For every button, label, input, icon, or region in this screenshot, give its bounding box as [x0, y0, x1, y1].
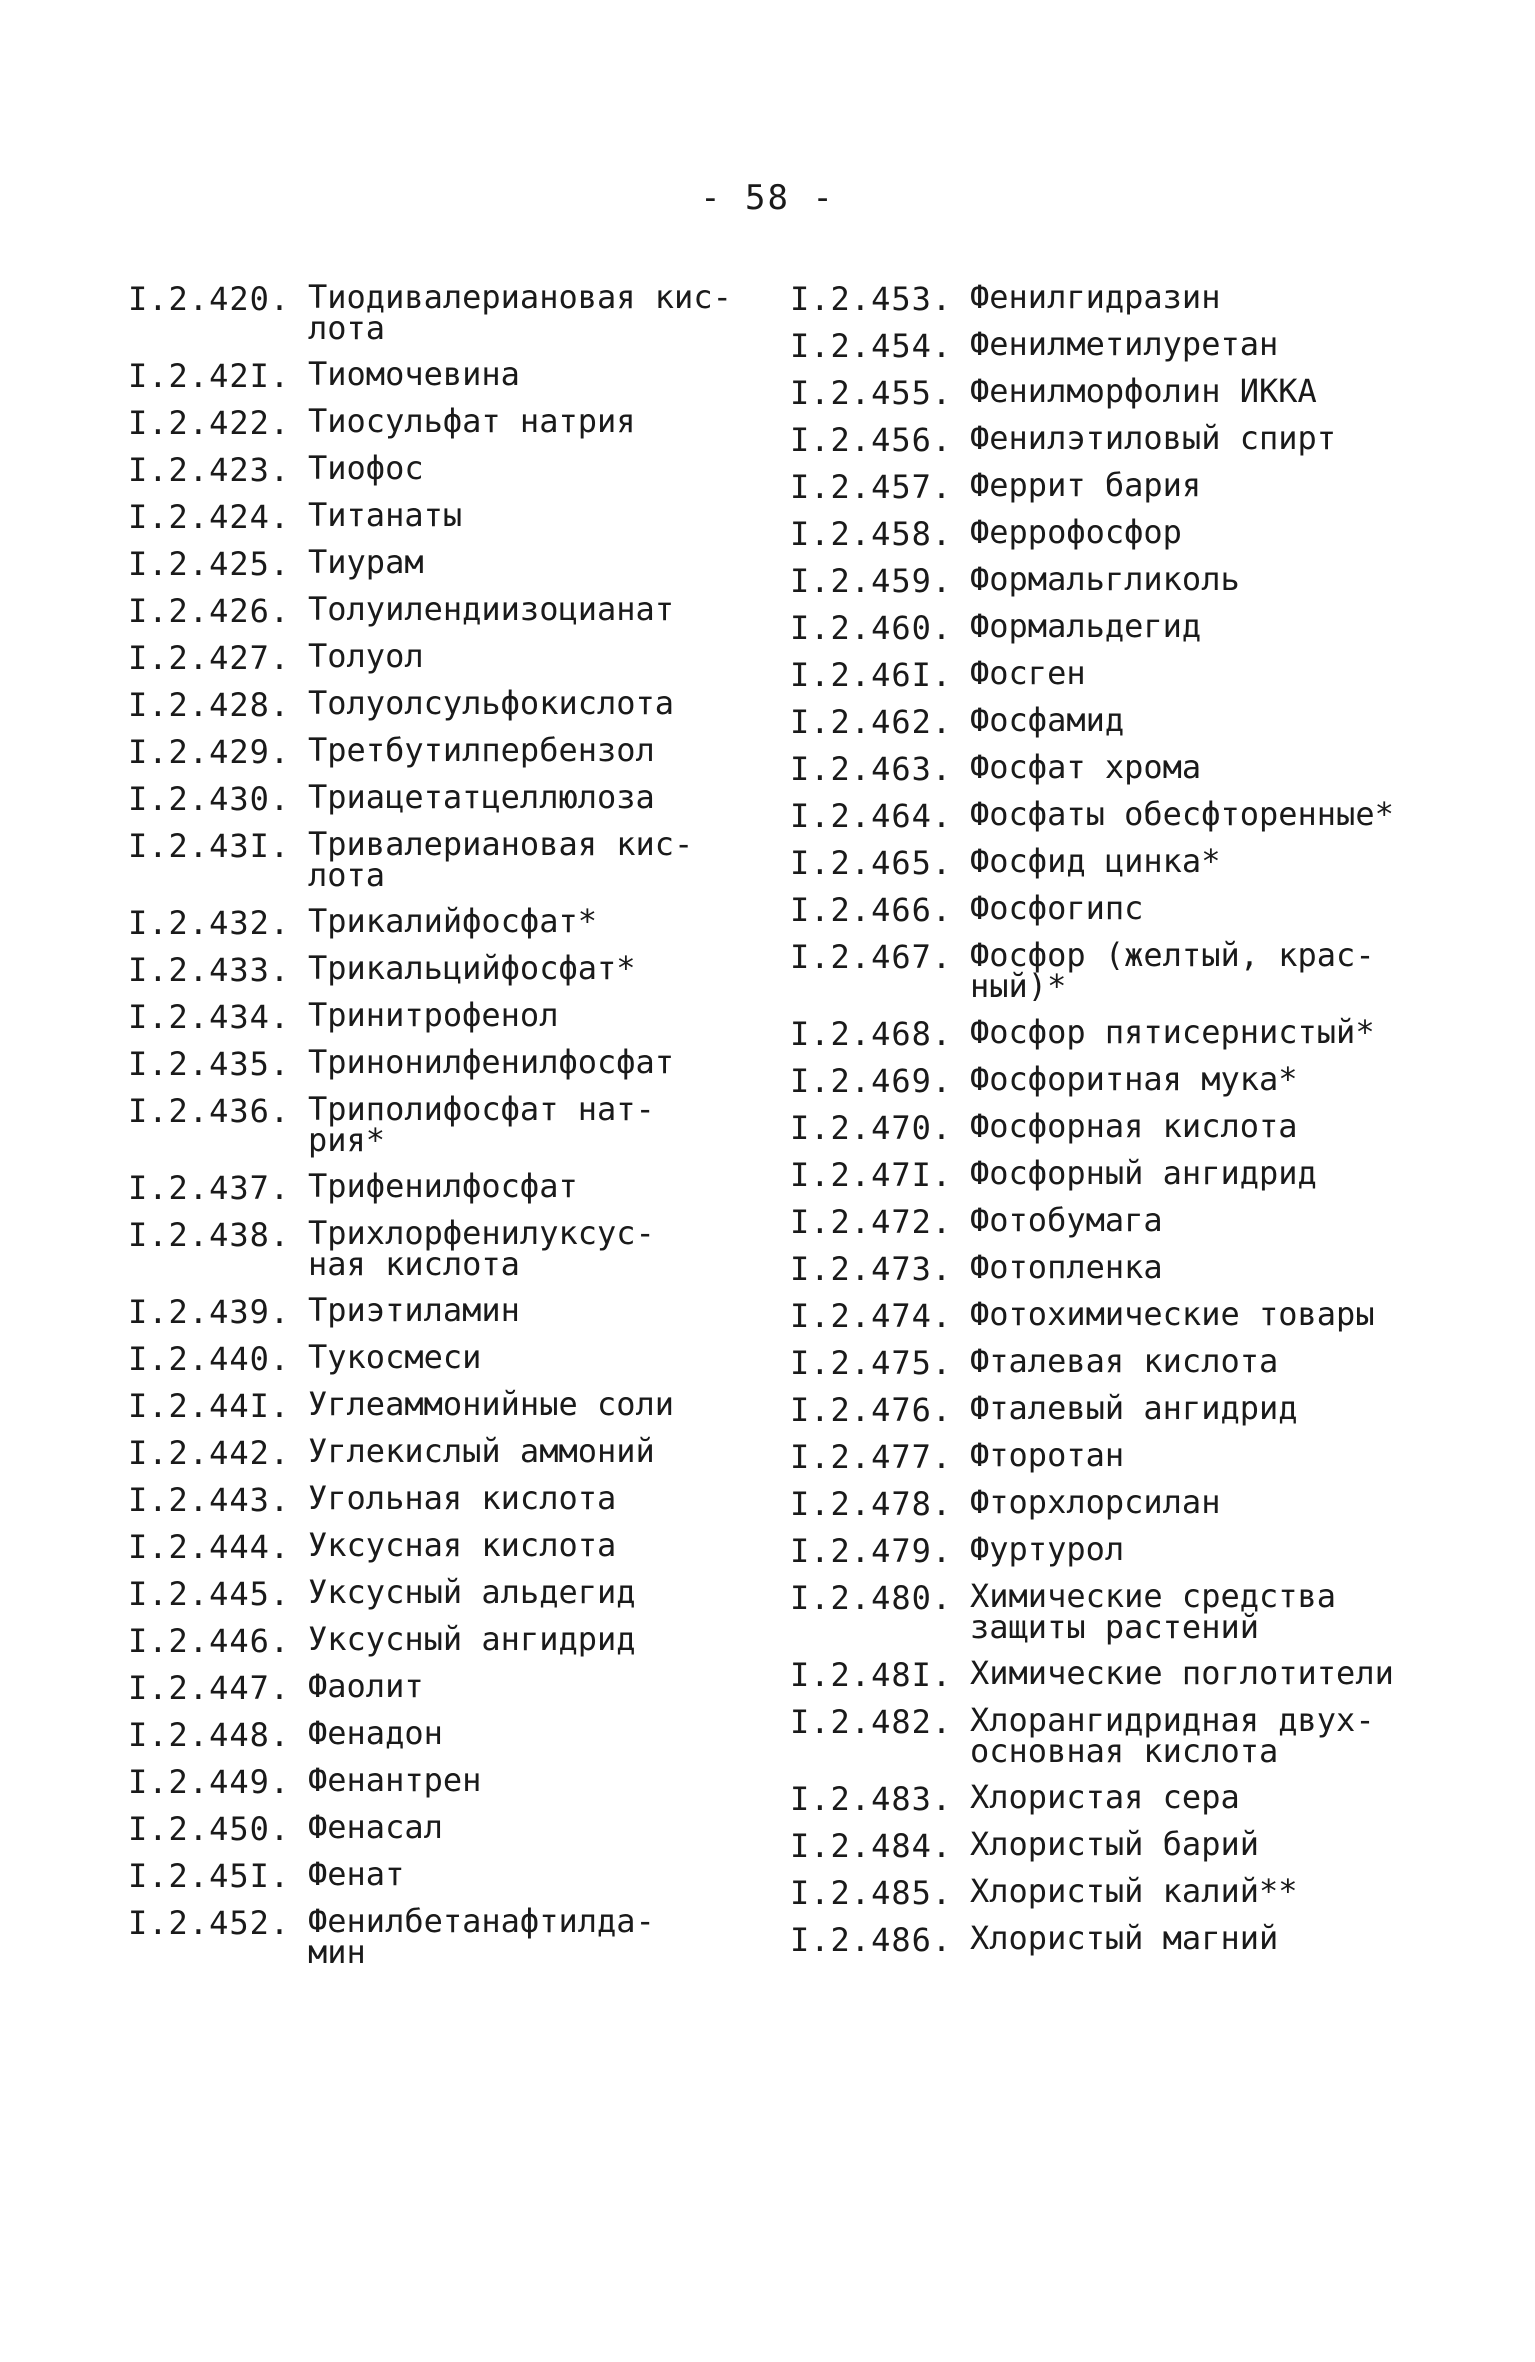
item-name-line: Толуолсульфокислота [308, 684, 675, 722]
item-name [970, 1825, 1259, 1863]
item-name-line: Фенат [308, 1855, 405, 1893]
item-number: I.2.462. [790, 703, 953, 741]
item-name [970, 1654, 1394, 1692]
item-number: I.2.430. [128, 780, 291, 818]
item-number: I.2.47I. [790, 1156, 953, 1194]
item-number: I.2.457. [790, 468, 953, 506]
item-number: I.2.468. [790, 1015, 953, 1053]
item-name-line: Титанаты [308, 496, 463, 534]
item-name-line: Тиодивалериановая кис- [308, 278, 732, 316]
item-number: I.2.475. [790, 1344, 953, 1382]
item-name-line: Фосфид цинка* [970, 842, 1221, 880]
list-item [790, 1778, 1490, 1818]
item-name [308, 1167, 578, 1205]
item-number: I.2.474. [790, 1297, 953, 1335]
item-name [970, 842, 1221, 880]
item-number: I.2.484. [790, 1827, 953, 1865]
item-name-line: Химические средства [970, 1577, 1337, 1615]
item-number: I.2.436. [128, 1092, 291, 1130]
item-name [308, 543, 424, 581]
item-name [308, 1620, 636, 1658]
item-name [308, 996, 559, 1034]
item-number: I.2.435. [128, 1045, 291, 1083]
item-number: I.2.470. [790, 1109, 953, 1147]
list-item [128, 996, 768, 1036]
item-name [308, 449, 424, 487]
list-item [128, 1761, 768, 1801]
item-name [308, 1714, 443, 1752]
item-name-line: Фосфорная кислота [970, 1107, 1298, 1145]
item-number: I.2.423. [128, 451, 291, 489]
item-name [970, 1483, 1221, 1521]
item-name-line: Фосфор пятисернистый* [970, 1013, 1375, 1051]
item-name [308, 402, 636, 440]
item-name [308, 1479, 617, 1517]
list-item [790, 278, 1490, 318]
item-name-line: Триацетатцеллюлоза [308, 778, 655, 816]
list-item [128, 1090, 768, 1159]
item-name [308, 1338, 482, 1376]
item-name-line: Фаолит [308, 1667, 424, 1705]
list-item [790, 513, 1490, 553]
item-name-line: Уксусный ангидрид [308, 1620, 636, 1658]
item-name-line: Тиомочевина [308, 355, 520, 393]
item-name-line: Фотобумага [970, 1201, 1163, 1239]
item-name-line: Трикальцийфосфат* [308, 949, 636, 987]
item-name-line: лота [308, 856, 386, 894]
list-item [128, 1043, 768, 1083]
item-name-line: Фенасал [308, 1808, 443, 1846]
item-name [970, 1154, 1317, 1192]
list-item [128, 1573, 768, 1613]
item-name-line: Триэтиламин [308, 1291, 520, 1329]
item-name-line: Химические поглотители [970, 1654, 1394, 1692]
list-item [790, 1389, 1490, 1429]
item-number: I.2.48I. [790, 1656, 953, 1694]
item-name-line: Фосфоритная мука* [970, 1060, 1298, 1098]
item-name [970, 1060, 1298, 1098]
list-item [790, 889, 1490, 929]
list-item [128, 1714, 768, 1754]
item-number: I.2.448. [128, 1716, 291, 1754]
item-name [308, 902, 597, 940]
item-name [970, 1248, 1163, 1286]
item-name-line: Фосфаты обесфторенные* [970, 795, 1394, 833]
item-number: I.2.432. [128, 904, 291, 942]
list-item [128, 684, 768, 724]
list-item [128, 278, 768, 347]
list-item [128, 1479, 768, 1519]
item-name-line: Фосфор (желтый, крас- [970, 936, 1375, 974]
item-name-line: Трикалийфосфат* [308, 902, 597, 940]
item-number: I.2.429. [128, 733, 291, 771]
item-name-line: Толуол [308, 637, 424, 675]
item-name [970, 795, 1394, 833]
item-number: I.2.445. [128, 1575, 291, 1613]
list-item [128, 1167, 768, 1207]
item-name [970, 466, 1202, 504]
item-name-line: Углеаммонийные соли [308, 1385, 675, 1423]
item-number: I.2.444. [128, 1528, 291, 1566]
list-item [790, 1013, 1490, 1053]
item-name [308, 355, 520, 393]
list-item [790, 748, 1490, 788]
item-number: I.2.425. [128, 545, 291, 583]
item-name [970, 1701, 1375, 1770]
item-number: I.2.472. [790, 1203, 953, 1241]
item-name [970, 654, 1086, 692]
item-number: I.2.454. [790, 327, 953, 365]
list-item [790, 1654, 1490, 1694]
item-number: I.2.452. [128, 1904, 291, 1942]
item-name [308, 496, 463, 534]
list-item [790, 1919, 1490, 1959]
item-number: I.2.455. [790, 374, 953, 412]
item-name [970, 513, 1182, 551]
item-number: I.2.479. [790, 1532, 953, 1570]
list-item [128, 590, 768, 630]
item-name [308, 1808, 443, 1846]
item-name [970, 560, 1240, 598]
item-name-line: Хлористый барий [970, 1825, 1259, 1863]
list-item [128, 949, 768, 989]
item-name [970, 748, 1202, 786]
item-name [308, 637, 424, 675]
item-name-line: Третбутилпербензол [308, 731, 655, 769]
page-number: - 58 - [700, 178, 835, 218]
item-name [970, 1201, 1163, 1239]
item-name-line: Формальдегид [970, 607, 1202, 645]
list-item [128, 637, 768, 677]
item-name [970, 701, 1125, 739]
item-name-line: Фенилметилуретан [970, 325, 1279, 363]
item-name-line: Фосфогипс [970, 889, 1144, 927]
item-name-line: Феррит бария [970, 466, 1202, 504]
item-number: I.2.482. [790, 1703, 953, 1741]
item-name [970, 936, 1375, 1005]
item-number: I.2.43I. [128, 827, 291, 865]
item-name-line: Фосген [970, 654, 1086, 692]
item-name-line: Фенилэтиловый спирт [970, 419, 1337, 457]
item-name [970, 278, 1221, 316]
item-number: I.2.456. [790, 421, 953, 459]
item-name [970, 1577, 1337, 1646]
item-name [308, 1090, 655, 1159]
item-name-line: мин [308, 1933, 366, 1971]
item-number: I.2.473. [790, 1250, 953, 1288]
item-name-line: Фторотан [970, 1436, 1125, 1474]
item-name [970, 607, 1202, 645]
item-name [970, 419, 1337, 457]
left-column [128, 278, 768, 1983]
item-name-line: Трихлорфенилуксус- [308, 1214, 655, 1252]
item-name-line: Фосфамид [970, 701, 1125, 739]
item-name-line: Уксусная кислота [308, 1526, 617, 1564]
item-name-line: защиты растений [970, 1608, 1259, 1646]
item-name-line: Уксусный альдегид [308, 1573, 636, 1611]
list-item [790, 795, 1490, 835]
item-number: I.2.465. [790, 844, 953, 882]
item-name [970, 1872, 1298, 1910]
item-name [308, 778, 655, 816]
item-number: I.2.433. [128, 951, 291, 989]
item-number: I.2.476. [790, 1391, 953, 1429]
item-name-line: Фенадон [308, 1714, 443, 1752]
item-number: I.2.42I. [128, 357, 291, 395]
item-number: I.2.485. [790, 1874, 953, 1912]
item-name-line: Тринонилфенилфосфат [308, 1043, 675, 1081]
item-name-line: Тиурам [308, 543, 424, 581]
item-name [970, 1436, 1125, 1474]
item-name-line: Хлористый калий** [970, 1872, 1298, 1910]
item-name [308, 1291, 520, 1329]
item-name [970, 1389, 1298, 1427]
list-item [790, 560, 1490, 600]
list-item [128, 1620, 768, 1660]
item-name [308, 684, 675, 722]
item-name [308, 590, 675, 628]
item-name-line: Тринитрофенол [308, 996, 559, 1034]
list-item [128, 1526, 768, 1566]
item-number: I.2.426. [128, 592, 291, 630]
item-name-line: рия* [308, 1121, 386, 1159]
list-item [790, 1201, 1490, 1241]
list-item [128, 1855, 768, 1895]
item-name-line: Тиофос [308, 449, 424, 487]
item-name [308, 1385, 675, 1423]
item-name-line: Фенилморфолин ИККА [970, 372, 1317, 410]
item-name [970, 1530, 1125, 1568]
item-name-line: Тривалериановая кис- [308, 825, 694, 863]
item-number: I.2.464. [790, 797, 953, 835]
item-number: I.2.420. [128, 280, 291, 318]
list-item [790, 1248, 1490, 1288]
item-name-line: Хлорангидридная двух- [970, 1701, 1375, 1739]
item-name [308, 1667, 424, 1705]
item-number: I.2.44I. [128, 1387, 291, 1425]
list-item [790, 936, 1490, 1005]
item-name-line: Фенилгидразин [970, 278, 1221, 316]
list-item [128, 825, 768, 894]
item-name-line: Углекислый аммоний [308, 1432, 655, 1470]
list-item [790, 419, 1490, 459]
item-number: I.2.453. [790, 280, 953, 318]
item-name [970, 1295, 1375, 1333]
item-name [308, 1902, 655, 1971]
item-name-line: лота [308, 309, 386, 347]
item-number: I.2.427. [128, 639, 291, 677]
item-number: I.2.486. [790, 1921, 953, 1959]
item-name-line: Трифенилфосфат [308, 1167, 578, 1205]
item-name-line: Угольная кислота [308, 1479, 617, 1517]
list-item [790, 325, 1490, 365]
item-name-line: Фторхлорсилан [970, 1483, 1221, 1521]
item-name [308, 1043, 675, 1081]
item-number: I.2.460. [790, 609, 953, 647]
item-number: I.2.46I. [790, 656, 953, 694]
item-number: I.2.480. [790, 1579, 953, 1617]
list-item [790, 372, 1490, 412]
list-item [128, 1291, 768, 1331]
right-column [790, 278, 1490, 1970]
item-number: I.2.428. [128, 686, 291, 724]
item-number: I.2.466. [790, 891, 953, 929]
item-name [970, 1342, 1279, 1380]
item-name [308, 731, 655, 769]
item-name-line: Тиосульфат натрия [308, 402, 636, 440]
list-item [128, 731, 768, 771]
item-name-line: ный)* [970, 967, 1067, 1005]
item-number: I.2.469. [790, 1062, 953, 1100]
item-name-line: Фенилбетанафтилда- [308, 1902, 655, 1940]
item-name-line: Фенантрен [308, 1761, 482, 1799]
item-name [308, 1573, 636, 1611]
list-item [790, 1577, 1490, 1646]
item-number: I.2.467. [790, 938, 953, 976]
list-item [128, 402, 768, 442]
item-name-line: Фотопленка [970, 1248, 1163, 1286]
item-number: I.2.440. [128, 1340, 291, 1378]
item-name-line: Фталевая кислота [970, 1342, 1279, 1380]
list-item [790, 1872, 1490, 1912]
item-name-line: Фосфорный ангидрид [970, 1154, 1317, 1192]
list-item [128, 355, 768, 395]
item-number: I.2.434. [128, 998, 291, 1036]
item-number: I.2.424. [128, 498, 291, 536]
list-item [790, 1060, 1490, 1100]
list-item [128, 1214, 768, 1283]
item-name-line: Феррофосфор [970, 513, 1182, 551]
list-item [790, 1342, 1490, 1382]
list-item [790, 1530, 1490, 1570]
item-number: I.2.478. [790, 1485, 953, 1523]
item-number: I.2.45I. [128, 1857, 291, 1895]
item-name-line: Фосфат хрома [970, 748, 1202, 786]
list-item [128, 496, 768, 536]
item-number: I.2.447. [128, 1669, 291, 1707]
item-name-line: Триполифосфат нат- [308, 1090, 655, 1128]
item-number: I.2.442. [128, 1434, 291, 1472]
item-name-line: Фотохимические товары [970, 1295, 1375, 1333]
item-name [308, 1214, 655, 1283]
item-name-line: Фуртурол [970, 1530, 1125, 1568]
item-name-line: ная кислота [308, 1245, 520, 1283]
list-item [790, 466, 1490, 506]
item-name [970, 372, 1317, 410]
list-item [790, 1701, 1490, 1770]
list-item [128, 902, 768, 942]
item-name [308, 1855, 405, 1893]
list-item [790, 1483, 1490, 1523]
item-number: I.2.439. [128, 1293, 291, 1331]
item-name-line: Хлористый магний [970, 1919, 1279, 1957]
item-name [970, 325, 1279, 363]
list-item [790, 842, 1490, 882]
item-number: I.2.422. [128, 404, 291, 442]
item-number: I.2.446. [128, 1622, 291, 1660]
item-number: I.2.443. [128, 1481, 291, 1519]
item-name-line: Хлористая сера [970, 1778, 1240, 1816]
list-item [128, 1902, 768, 1971]
item-name [970, 889, 1144, 927]
item-number: I.2.449. [128, 1763, 291, 1801]
list-item [790, 654, 1490, 694]
item-name-line: Толуилендиизоцианат [308, 590, 675, 628]
list-item [790, 1154, 1490, 1194]
item-name [308, 1526, 617, 1564]
list-item [128, 449, 768, 489]
item-number: I.2.458. [790, 515, 953, 553]
list-item [790, 1436, 1490, 1476]
item-name-line: основная кислота [970, 1732, 1279, 1770]
list-item [790, 1295, 1490, 1335]
item-name [308, 1761, 482, 1799]
list-item [790, 1825, 1490, 1865]
list-item [128, 1667, 768, 1707]
list-item [128, 1432, 768, 1472]
list-item [128, 543, 768, 583]
list-item [128, 778, 768, 818]
list-item [128, 1808, 768, 1848]
item-number: I.2.483. [790, 1780, 953, 1818]
item-number: I.2.463. [790, 750, 953, 788]
list-item [790, 701, 1490, 741]
item-number: I.2.477. [790, 1438, 953, 1476]
item-name-line: Формальгликоль [970, 560, 1240, 598]
item-name [970, 1778, 1240, 1816]
item-number: I.2.438. [128, 1216, 291, 1254]
item-name [970, 1919, 1279, 1957]
list-item [128, 1338, 768, 1378]
list-item [790, 607, 1490, 647]
item-name [970, 1107, 1298, 1145]
item-name-line: Тукосмеси [308, 1338, 482, 1376]
item-name [970, 1013, 1375, 1051]
item-name [308, 278, 732, 347]
item-number: I.2.437. [128, 1169, 291, 1207]
item-name-line: Фталевый ангидрид [970, 1389, 1298, 1427]
item-name [308, 1432, 655, 1470]
item-number: I.2.450. [128, 1810, 291, 1848]
list-item [128, 1385, 768, 1425]
item-name [308, 949, 636, 987]
list-item [790, 1107, 1490, 1147]
item-name [308, 825, 694, 894]
item-number: I.2.459. [790, 562, 953, 600]
